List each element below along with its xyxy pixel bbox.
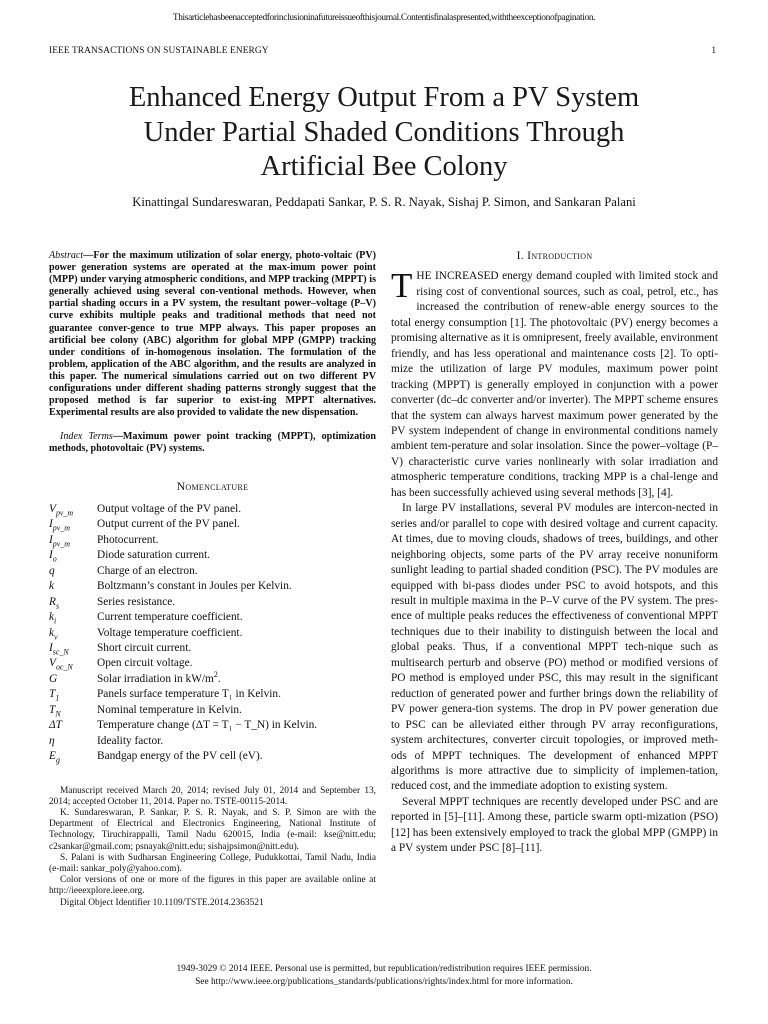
description-text: Boltzmann’s constant in Joules per Kelvin. — [97, 580, 292, 593]
symbol-subscript: pv_m — [52, 539, 70, 549]
nomenclature-symbol — [49, 656, 97, 671]
intro-paragraph: Several MPPT techniques are recently developed under PSC and are reported in [5]–[11]. Among these, particle swarm opti-mization (PSO) [12] has been extensively employed to track the global MPP (GMPP) in a PV system under PSC [8]–[11]. — [391, 795, 718, 855]
intro-text: energy demand coupled with limited stock and rising cost of conventional sources, such as coal, petrol, etc., has increased the contribution of renew-able energy sources to the total energy consumption [1]. The photovoltaic (PV) energy becomes a promising alternative as it is omnipresent, freely available, environment friendly, and has less operational and maintenance costs [2]. To opti-mize the utilization of large PV modules, maximum power point tracking (MPPT) is generally employed in conjunction with a power converter (dc–dc converter and/or inverter). The MPPT scheme ensures that the system can always harvest maximum power generated by the PV system independent of change in environmental conditions namely ambient tem-perature and solar insolation. Since the power–voltage (P–V) characteristic curve varies nonlinearly with solar irradiation and atmospheric temperature conditions, tracking MPP is a chal-lenge and has been successfully achieved using several methods [3], [4]. — [391, 270, 718, 499]
symbol-base: G — [49, 672, 58, 685]
nomenclature-row — [49, 641, 317, 656]
nomenclature-description — [97, 703, 317, 718]
nomenclature-description — [97, 626, 317, 641]
symbol-base: I — [49, 549, 53, 562]
nomenclature-row — [49, 517, 317, 532]
description-text: Output current of the PV panel. — [97, 518, 240, 531]
symbol-subscript: pv_m — [52, 523, 70, 533]
nomenclature-row — [49, 734, 317, 749]
description-text: Output voltage of the PV panel. — [97, 502, 242, 515]
nomenclature-description — [97, 548, 317, 563]
abstract-text: For the maximum utilization of solar energy, photo-voltaic (PV) power generation systems are operated at the max-imum power point (MPP) under varying atmospheric conditions, and MPP tracking (MPPT) is generally achieved using several con-ventional methods. However, when partial shading occurs in a PV system, the resultant power–voltage (P–V) curve exhibits multiple peaks and traditional methods that need not guarantee conver-gence to true MPP always. This paper proposes an artificial bee colony (ABC) algorithm for global MPP (GMPP) tracking under conditions of in-homogenous insolation. The formulation of the problem, application of the ABC algorithm, and the results are analyzed in this paper. The numerical simulations carried out on two different PV configurations under different shading patterns strongly suggest that the proposed method is far superior to exist-ing MPPT alternatives. Experimental results are also provided to validate the new dispensation. — [49, 250, 376, 419]
nomenclature-description — [97, 641, 317, 656]
symbol-subscript: oc_N — [55, 662, 73, 672]
index-terms-text: Maximum power point tracking (MPPT), optimization methods, photovoltaic (PV) systems. — [49, 431, 376, 455]
symbol-subscript: s — [55, 600, 60, 610]
title-line: Under Partial Shaded Conditions Through — [143, 116, 625, 148]
intro-paragraph — [391, 266, 718, 501]
symbol-base: T — [49, 703, 56, 716]
symbol-subscript: N — [55, 709, 61, 719]
nomenclature-description — [97, 734, 317, 749]
index-terms-dash: — — [112, 431, 123, 443]
nomenclature-symbol — [49, 502, 97, 517]
nomenclature-table — [49, 502, 317, 765]
footnote: K. Sundareswaran, P. Sankar, P. S. R. Nayak, and S. P. Simon are with the Department of Electrical and Electronics Engineering, National Institute of Technology, Tiruchirappalli, Tamil Nadu 620015, India (e-mail: kse@nitt.edu; c2sankar@gmail.com; psnayak@nitt.edu; sishajpsimon@nitt.edu). — [49, 808, 376, 852]
footnotes — [49, 786, 376, 909]
nomenclature-description — [97, 502, 317, 517]
description-text: Charge of an electron. — [97, 564, 198, 577]
nomenclature-symbol — [49, 641, 97, 656]
symbol-subscript: o — [52, 554, 57, 564]
nomenclature-row — [49, 703, 317, 718]
symbol-subscript: v — [54, 631, 58, 641]
nomenclature-symbol — [49, 517, 97, 532]
symbol-base: k — [49, 611, 55, 624]
nomenclature-description — [97, 718, 317, 733]
description-text: Current temperature coefficient. — [97, 611, 243, 624]
nomenclature-symbol — [49, 610, 97, 625]
nomenclature-row — [49, 749, 317, 764]
nomenclature-row — [49, 564, 317, 579]
description-text: Voltage temperature coefficient. — [97, 626, 243, 639]
section-number: I. — [516, 249, 524, 262]
nomenclature-symbol — [49, 734, 97, 749]
symbol-base: ΔT — [49, 719, 62, 732]
symbol-subscript: 1 — [55, 693, 60, 703]
nomenclature-row — [49, 656, 317, 671]
nomenclature-row — [49, 718, 317, 733]
symbol-base: I — [49, 642, 53, 655]
abstract-dash: — — [83, 250, 94, 261]
description-text: Temperature change (ΔT = T₁ − T_N) in Kelvin. — [97, 719, 318, 732]
nomenclature-description — [97, 610, 317, 625]
nomenclature-symbol — [49, 749, 97, 764]
abstract-label: Abstract — [49, 250, 84, 261]
nomenclature-symbol — [49, 718, 97, 733]
section-title: Introduction — [527, 249, 593, 262]
nomenclature-symbol — [49, 672, 97, 687]
nomenclature-row — [49, 672, 317, 687]
nomenclature-symbol — [49, 626, 97, 641]
rights-link-line: See http://www.ieee.org/publications_standards/publications/rights/index.html for more information. — [195, 977, 573, 987]
symbol-base: η — [49, 734, 55, 747]
copyright-line: 1949-3029 © 2014 IEEE. Personal use is permitted, but republication/redistribution requires IEEE permission. — [176, 964, 592, 974]
nomenclature-description — [97, 672, 317, 687]
description-text: Panels surface temperature T₁ in Kelvin. — [97, 688, 281, 701]
symbol-subscript: sc_N — [52, 647, 69, 657]
symbol-subscript: pv_m — [55, 508, 74, 518]
nomenclature-heading: Nomenclature — [176, 479, 249, 493]
description-text: Nominal temperature in Kelvin. — [97, 703, 242, 716]
index-terms-label: Index Terms — [60, 431, 113, 443]
right-column — [391, 248, 718, 857]
symbol-base: I — [49, 533, 53, 546]
description-text: Ideality factor. — [97, 734, 164, 747]
footnote: Digital Object Identifier 10.1109/TSTE.2014.2363521 — [60, 897, 264, 908]
nomenclature-description — [97, 656, 317, 671]
nomenclature-description — [97, 749, 317, 764]
description-superscript: 2 — [213, 670, 218, 680]
nomenclature-symbol — [49, 533, 97, 548]
acceptance-note: Thisarticlehasbeenacceptedforinclusioninafutureissueofthisjournal.Contentisfinalaspresented,withtheexceptionofpagination. — [172, 13, 596, 23]
author-list: Kinattingal Sundareswaran, Peddapati Sankar, P. S. R. Nayak, Sishaj P. Simon, and Sankaran Palani — [132, 195, 636, 209]
nomenclature-row — [49, 610, 317, 625]
paper-title — [40, 81, 728, 185]
nomenclature-description — [97, 564, 317, 579]
description-text: Photocurrent. — [97, 533, 159, 546]
description-text: Short circuit current. — [97, 642, 192, 655]
nomenclature-row — [49, 502, 317, 517]
title-line: Artificial Bee Colony — [260, 151, 508, 182]
footnote: Manuscript received March 20, 2014; revised July 01, 2014 and September 13, 2014; accepted October 11, 2014. Paper no. TSTE-00115-2014. — [49, 785, 376, 807]
nomenclature-description — [97, 595, 317, 610]
drop-cap: T — [391, 266, 413, 306]
description-text: Open circuit voltage. — [97, 657, 193, 670]
symbol-base: V — [49, 657, 56, 670]
title-line: Enhanced Energy Output From a PV System — [128, 82, 640, 113]
nomenclature-description — [97, 687, 317, 702]
nomenclature-row — [49, 687, 317, 702]
symbol-base: k — [49, 626, 55, 639]
symbol-base: k — [49, 580, 55, 593]
footnote: Color versions of one or more of the figures in this paper are available online at http://ieeexplore.ieee.org. — [49, 875, 376, 897]
nomenclature-description — [97, 579, 317, 594]
abstract — [49, 250, 376, 419]
symbol-base: R — [49, 595, 56, 608]
index-terms — [49, 431, 376, 455]
left-column — [49, 250, 376, 909]
nomenclature-row — [49, 548, 317, 563]
intro-lead-caps: HE INCREASED — [416, 270, 499, 283]
nomenclature-row — [49, 533, 317, 548]
nomenclature-symbol — [49, 564, 97, 579]
nomenclature-symbol — [49, 595, 97, 610]
nomenclature-row — [49, 595, 317, 610]
footnote: S. Palani is with Sudharsan Engineering College, Pudukkottai, Tamil Nadu, India (e-mail: sankar_poly@yahoo.com). — [49, 852, 376, 875]
nomenclature-symbol — [49, 579, 97, 594]
intro-paragraph: In large PV installations, several PV modules are intercon-nected in series and/or parallel to cope with desired voltage and current capacity. At times, due to moving clouds, shadows of trees, buildings, and other neighboring objects, some parts of the PV array receive nonuniform sunlight leading to partial shaded condition (PSC). The PV modules are equipped with bi-pass diodes under PSC to avoid hotspots, and this result in multiple maxima in the P–V curve of the PV system. The pres-ence of multiple peaks reduces the effectiveness of conventional MPPT techniques due to their inability to distinguish between the local and global peaks. Thus, if a conventional MPPT tech-nique such as multisearch perturb and observe (PO) method or modified versions of PO method is employed under PSC, this may result in the significant reduction of generated power and further brings down the reliability of PV power genera-tion systems. The drop in PV power generation due to PSC can be alleviated either through PV array reconfigurations, system architectures, converter circuit topologies, or improved meth-ods of MPPT techniques. The development of enhanced MPPT algorithms is more attractive due to simplicity of implemen-tation, reduced cost, and the immediate adoption to existing system. — [391, 502, 718, 793]
nomenclature-description — [97, 517, 317, 532]
description-text: Series resistance. — [97, 595, 176, 608]
description-suffix: . — [217, 672, 221, 685]
description-text: Bandgap energy of the PV cell (eV). — [97, 750, 263, 763]
symbol-base: I — [49, 518, 53, 531]
symbol-base: q — [49, 564, 55, 577]
nomenclature-symbol — [49, 548, 97, 563]
symbol-base: T — [49, 688, 56, 701]
description-text: Diode saturation current. — [97, 549, 211, 562]
journal-name: IEEE TRANSACTIONS ON SUSTAINABLE ENERGY — [49, 46, 269, 56]
page-number: 1 — [711, 46, 716, 56]
nomenclature-symbol — [49, 687, 97, 702]
symbol-subscript: g — [55, 755, 60, 765]
introduction-heading — [391, 248, 718, 263]
symbol-base: V — [49, 502, 56, 515]
symbol-subscript: i — [54, 616, 57, 626]
nomenclature-row — [49, 579, 317, 594]
nomenclature-row — [49, 626, 317, 641]
description-text: Solar irradiation in kW/m — [97, 672, 214, 685]
nomenclature-description — [97, 533, 317, 548]
symbol-base: E — [49, 750, 56, 763]
nomenclature-symbol — [49, 703, 97, 718]
